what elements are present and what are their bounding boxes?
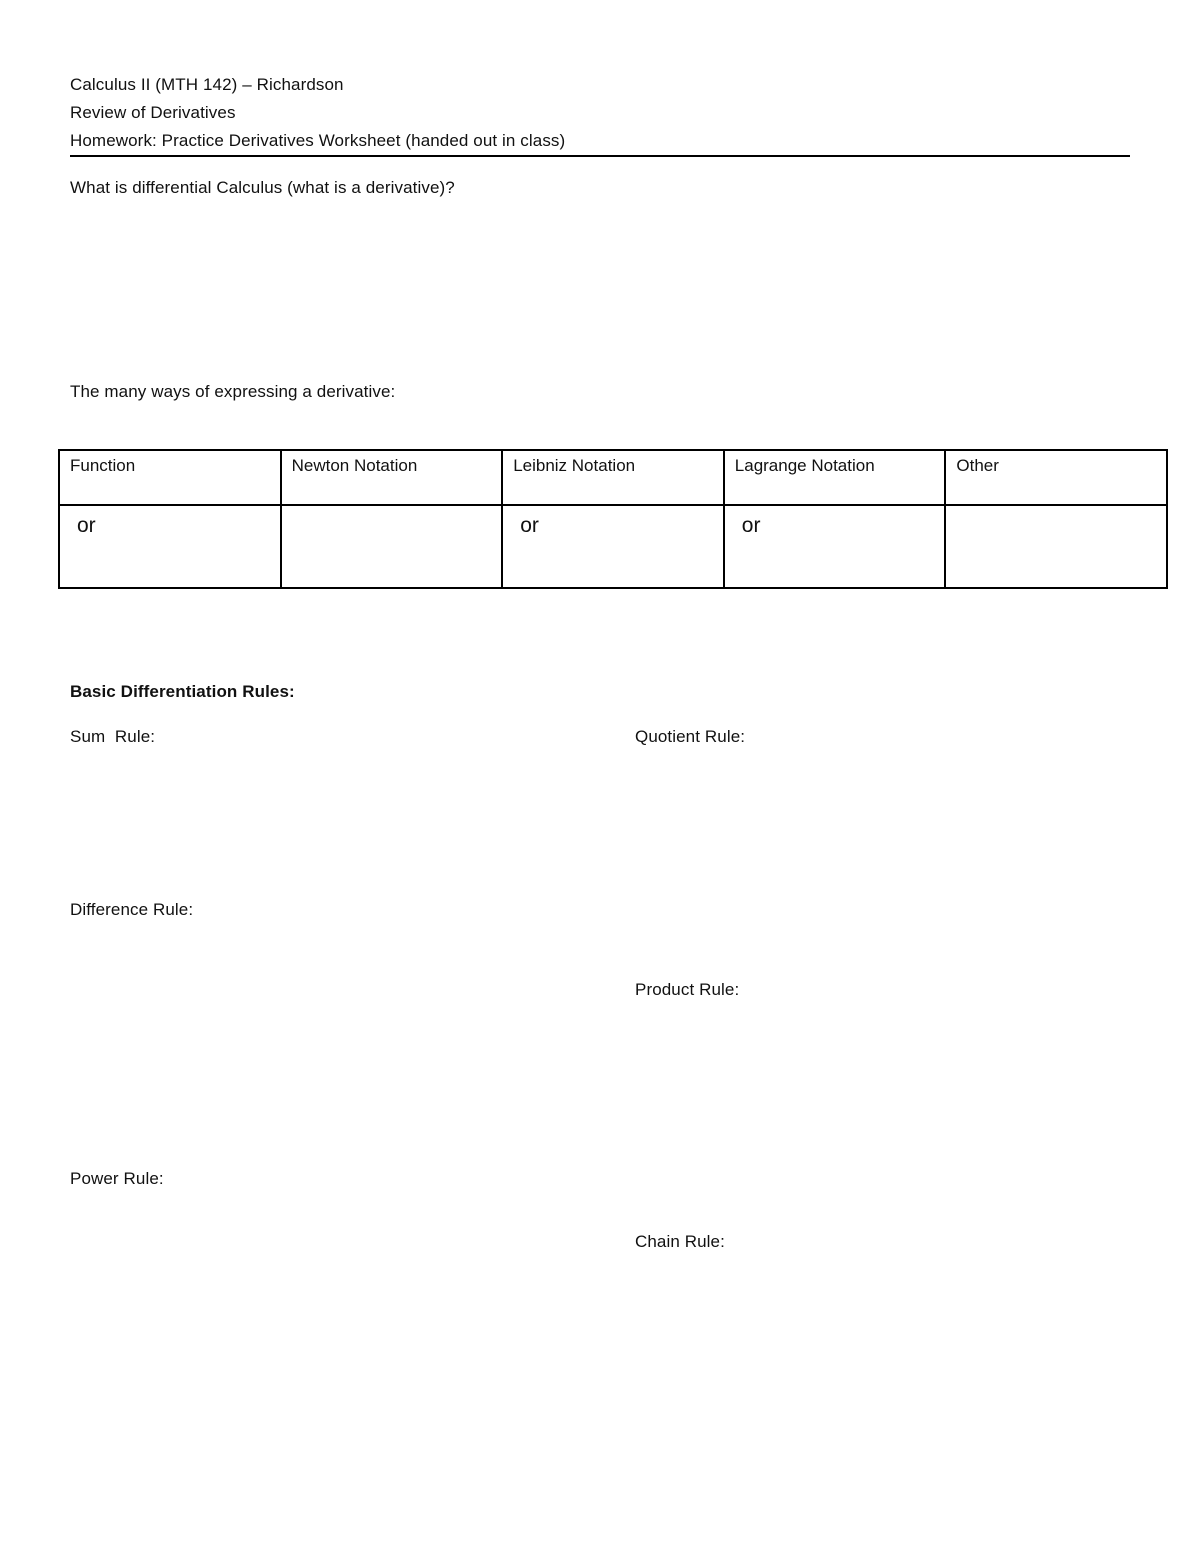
cell-function: or [59,505,281,588]
header-function: Function [59,450,281,505]
cell-newton [281,505,503,588]
homework-line: Homework: Practice Derivatives Worksheet (handed out in class) [70,131,566,150]
derivative-question: What is differential Calculus (what is a derivative)? [70,178,455,197]
rules-heading: Basic Differentiation Rules: [70,682,295,701]
header-newton: Newton Notation [281,450,503,505]
difference-rule-label: Difference Rule: [70,900,194,919]
notation-table-row [59,505,1167,588]
sum-rule-label: Sum Rule: [70,727,156,746]
cell-leibniz: or [502,505,724,588]
notation-table [58,449,1168,589]
topic-title: Review of Derivatives [70,103,236,122]
chain-rule-label: Chain Rule: [635,1232,725,1251]
quotient-rule-label: Quotient Rule: [635,727,746,746]
notation-intro: The many ways of expressing a derivative: [70,382,396,401]
notation-table-header-row [59,450,1167,505]
header-leibniz: Leibniz Notation [502,450,724,505]
cell-other [945,505,1167,588]
header-other: Other [945,450,1167,505]
header-lagrange: Lagrange Notation [724,450,946,505]
cell-lagrange: or [724,505,946,588]
course-title: Calculus II (MTH 142) – Richardson [70,75,344,94]
product-rule-label: Product Rule: [635,980,740,999]
header-divider [70,155,1130,157]
power-rule-label: Power Rule: [70,1169,164,1188]
